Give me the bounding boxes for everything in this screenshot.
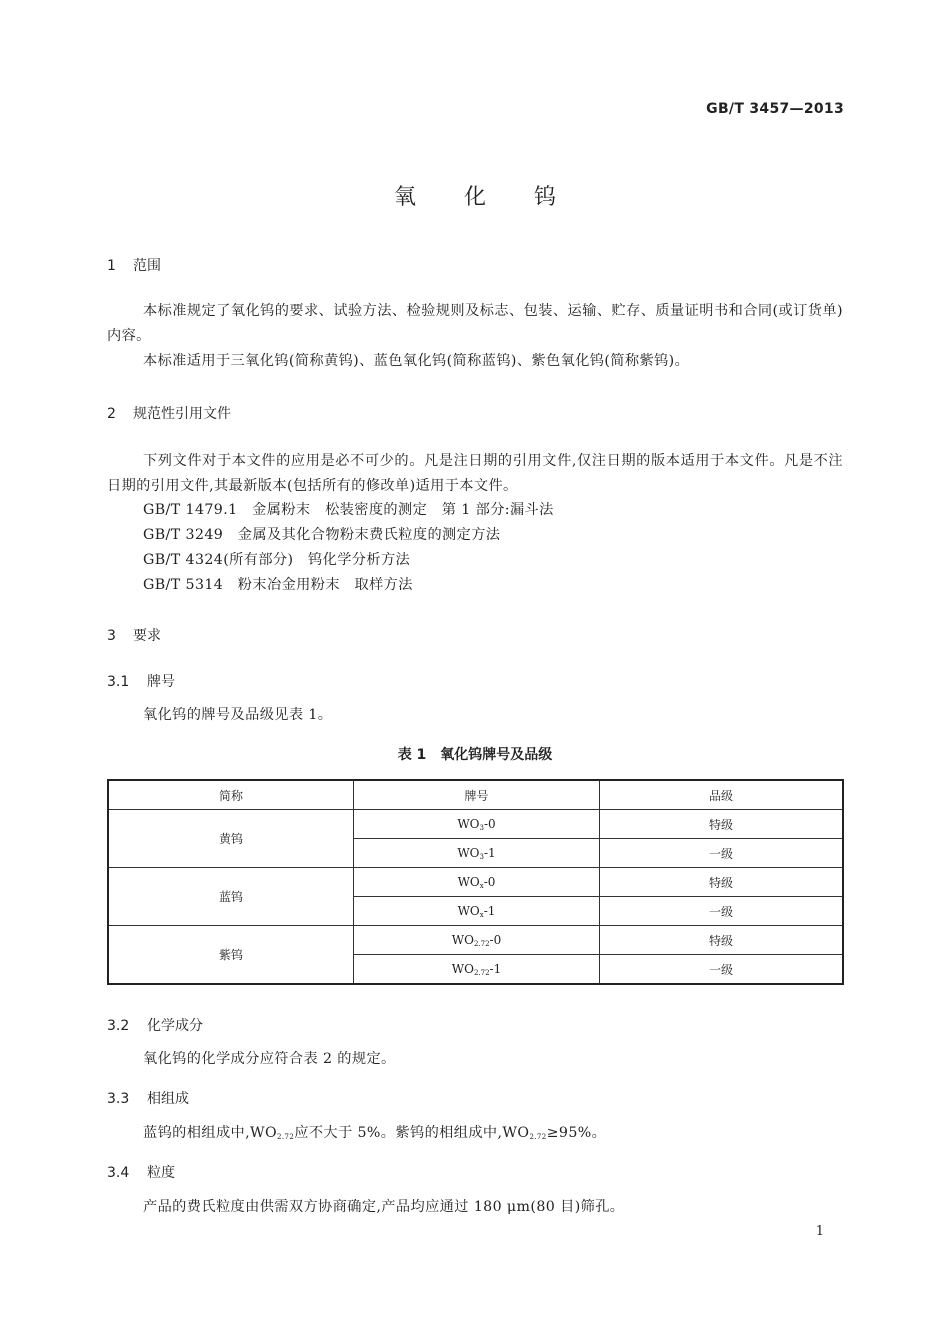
- section-3-3-paragraph: 蓝钨的相组成中$,WO_{2.72}$应不大于 5%。紫钨的相组成中$,WO_{2.72}\ge 95\%$。: [143, 1125, 607, 1141]
- section-number: 3.4: [107, 1165, 130, 1181]
- section-2-paragraph-1: 下列文件对于本文件的应用是必不可少的。凡是注日期的引用文件,仅注日期的版本适用于本文件。凡是不注日期的引用文件,其最新版本(包括所有的修改单)适用于本文件。: [107, 453, 843, 494]
- section-number: 3.3: [107, 1091, 130, 1107]
- section-title: 相组成: [147, 1091, 189, 1107]
- title-char: 化: [463, 185, 486, 210]
- table-cell-name: 黄钨: [108, 810, 354, 868]
- section-3-3-heading: [107, 1088, 189, 1108]
- section-number: 3: [107, 628, 116, 644]
- table-cell-code: $WO_x-1$: [354, 897, 600, 926]
- title-char: 氧: [393, 185, 416, 210]
- table-cell-grade: 特级: [600, 926, 844, 955]
- section-3-heading: [107, 625, 161, 645]
- section-title: 牌号: [147, 674, 175, 690]
- table-cell-code: $WO_x-0$: [354, 868, 600, 897]
- reference-item: GB/T 3249 金属及其化合物粉末费氏粒度的测定方法: [143, 527, 501, 543]
- table-cell-code: $WO_3-1$: [354, 839, 600, 868]
- table-cell-grade: 一级: [600, 897, 844, 926]
- section-title: 化学成分: [147, 1018, 203, 1034]
- section-3-2-paragraph: 氧化钨的化学成分应符合表 2 的规定。: [143, 1051, 396, 1067]
- grade-table: [107, 779, 844, 985]
- document-title: [0, 180, 950, 211]
- table-cell-grade: 一级: [600, 839, 844, 868]
- section-3-1-paragraph: 氧化钨的牌号及品级见表 1。: [143, 707, 333, 723]
- section-number: 1: [107, 258, 116, 274]
- table-cell-code: $WO_{2.72}-1$: [354, 955, 600, 985]
- table-header-cell: 牌号: [354, 780, 600, 810]
- section-1-heading: [107, 255, 161, 275]
- section-title: 规范性引用文件: [133, 406, 231, 422]
- table-cell-grade: 特级: [600, 810, 844, 839]
- reference-item: GB/T 5314 粉末冶金用粉末 取样方法: [143, 577, 413, 593]
- table-cell-code: $WO_{2.72}-0$: [354, 926, 600, 955]
- table-cell-grade: 一级: [600, 955, 844, 985]
- section-title: 要求: [133, 628, 161, 644]
- section-2-heading: [107, 403, 231, 423]
- table-cell-code: $WO_3-0$: [354, 810, 600, 839]
- reference-item: GB/T 4324(所有部分) 钨化学分析方法: [143, 552, 411, 568]
- section-number: 2: [107, 406, 116, 422]
- reference-item: GB/T 1479.1 金属粉末 松装密度的测定 第 1 部分:漏斗法: [143, 502, 554, 518]
- table-header-cell: 品级: [600, 780, 844, 810]
- table-header-row: [108, 780, 843, 810]
- section-3-2-heading: [107, 1015, 203, 1035]
- table-row: [108, 926, 843, 955]
- section-3-4-paragraph: 产品的费氏粒度由供需双方协商确定,产品均应通过 180 μm(80 目)筛孔。: [143, 1199, 625, 1215]
- title-char: 钨: [534, 185, 557, 210]
- page-number: 1: [815, 1224, 824, 1239]
- section-number: 3.1: [107, 674, 130, 690]
- section-title: 范围: [133, 258, 161, 274]
- table-header-cell: 简称: [108, 780, 354, 810]
- table-row: [108, 868, 843, 897]
- standard-number: GB/T 3457—2013: [706, 101, 844, 117]
- section-number: 3.2: [107, 1018, 130, 1034]
- section-1-paragraph-1: 本标准规定了氧化钨的要求、试验方法、检验规则及标志、包装、运输、贮存、质量证明书和合同(或订货单)内容。: [107, 303, 843, 344]
- table-row: [108, 810, 843, 839]
- section-3-1-heading: [107, 671, 175, 691]
- table-cell-name: 蓝钨: [108, 868, 354, 926]
- table-cell-name: 紫钨: [108, 926, 354, 985]
- section-3-4-heading: [107, 1162, 175, 1182]
- table-1-caption: 表 1 氧化钨牌号及品级: [397, 747, 553, 763]
- table-cell-grade: 特级: [600, 868, 844, 897]
- section-1-paragraph-2: 本标准适用于三氧化钨(简称黄钨)、蓝色氧化钨(简称蓝钨)、紫色氧化钨(简称紫钨)。: [143, 353, 690, 369]
- section-title: 粒度: [147, 1165, 175, 1181]
